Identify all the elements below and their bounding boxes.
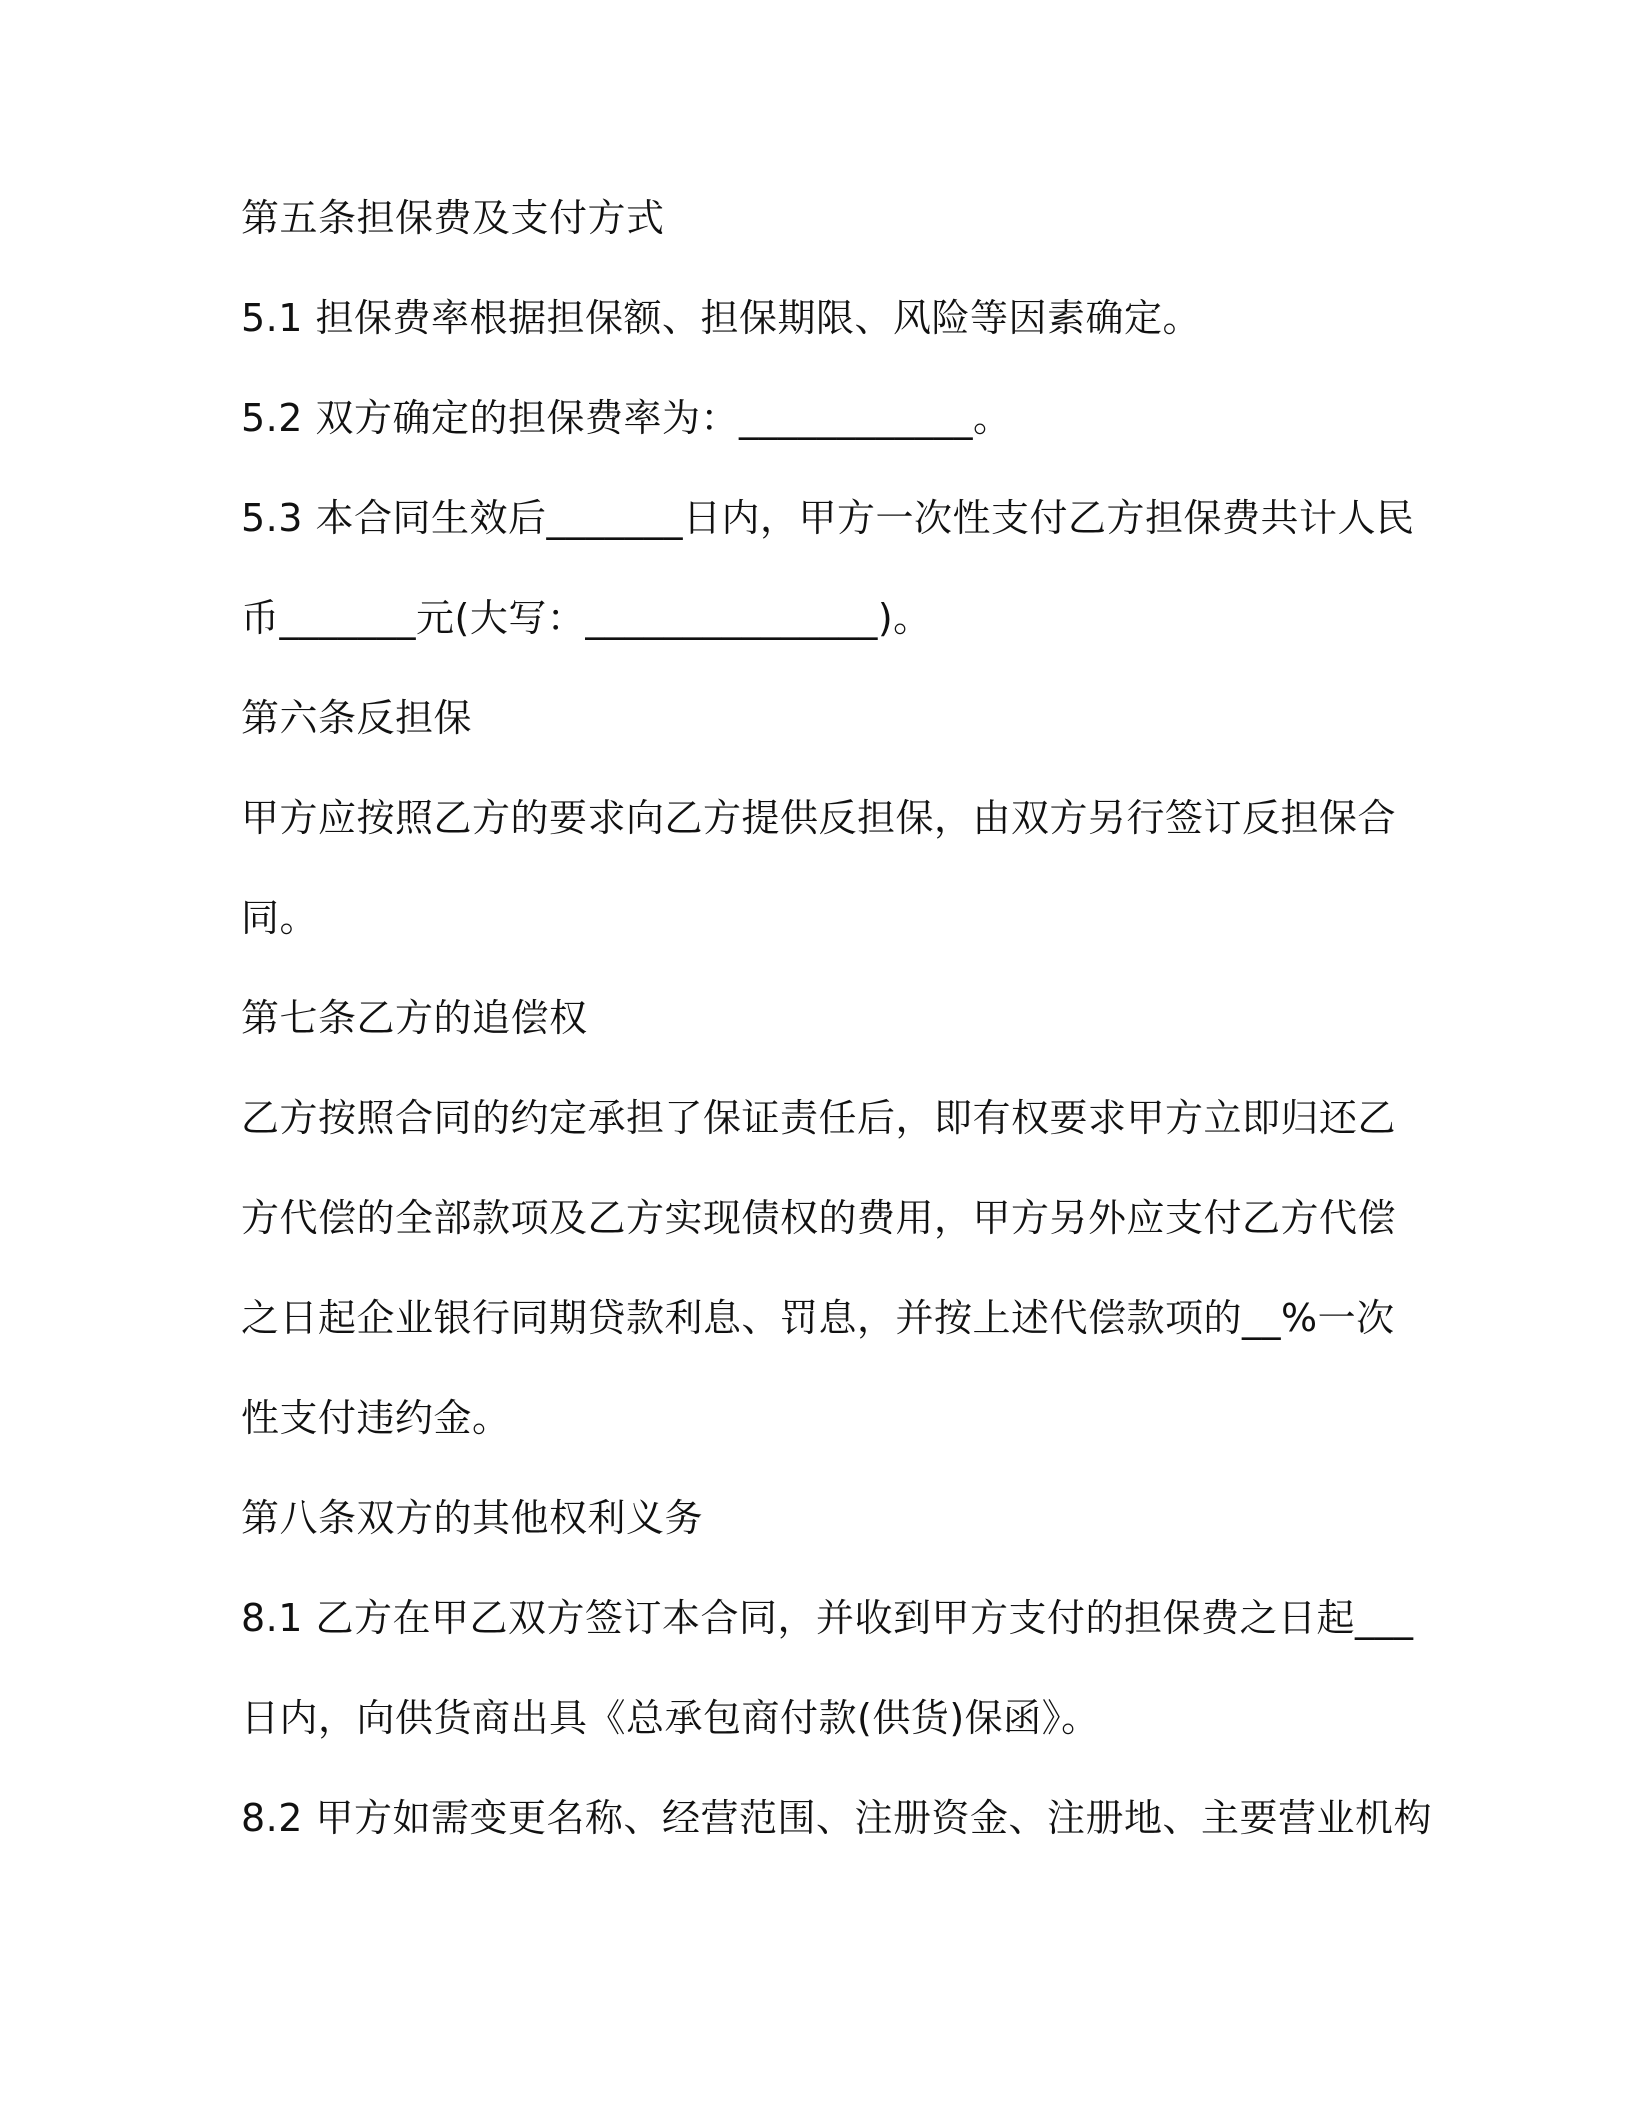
article-6-text-line-2: 同。 <box>241 896 319 940</box>
article-7-text-line-3: 之日起企业银行同期贷款利息、罚息，并按上述代偿款项的__%一次 <box>241 1296 1395 1340</box>
article-7-text-line-1: 乙方按照合同的约定承担了保证责任后，即有权要求甲方立即归还乙 <box>241 1096 1397 1140</box>
clause-8-1-line-2: 日内，向供货商出具《总承包商付款(供货)保函》。 <box>241 1696 1100 1740</box>
clause-8-2-line-1: 8.2 甲方如需变更名称、经营范围、注册资金、注册地、主要营业机构 <box>241 1796 1433 1840</box>
clause-5-3-line-1: 5.3 本合同生效后_______日内，甲方一次性支付乙方担保费共计人民 <box>241 496 1415 540</box>
article-7-heading: 第七条乙方的追偿权 <box>241 996 588 1040</box>
article-7-text-line-2: 方代偿的全部款项及乙方实现债权的费用，甲方另外应支付乙方代偿 <box>241 1196 1397 1240</box>
article-8-heading: 第八条双方的其他权利义务 <box>241 1496 704 1540</box>
article-7-text-line-4: 性支付违约金。 <box>241 1396 511 1440</box>
article-5-heading: 第五条担保费及支付方式 <box>241 196 665 240</box>
article-6-text-line-1: 甲方应按照乙方的要求向乙方提供反担保，由双方另行签订反担保合 <box>241 796 1397 840</box>
article-6-heading: 第六条反担保 <box>241 696 473 740</box>
clause-8-1-line-1: 8.1 乙方在甲乙双方签订本合同，并收到甲方支付的担保费之日起___ <box>241 1596 1414 1640</box>
clause-5-3-line-2: 币_______元(大写：_______________)。 <box>241 596 932 640</box>
clause-5-2: 5.2 双方确定的担保费率为：____________。 <box>241 396 1012 440</box>
clause-5-1: 5.1 担保费率根据担保额、担保期限、风险等因素确定。 <box>241 296 1202 340</box>
